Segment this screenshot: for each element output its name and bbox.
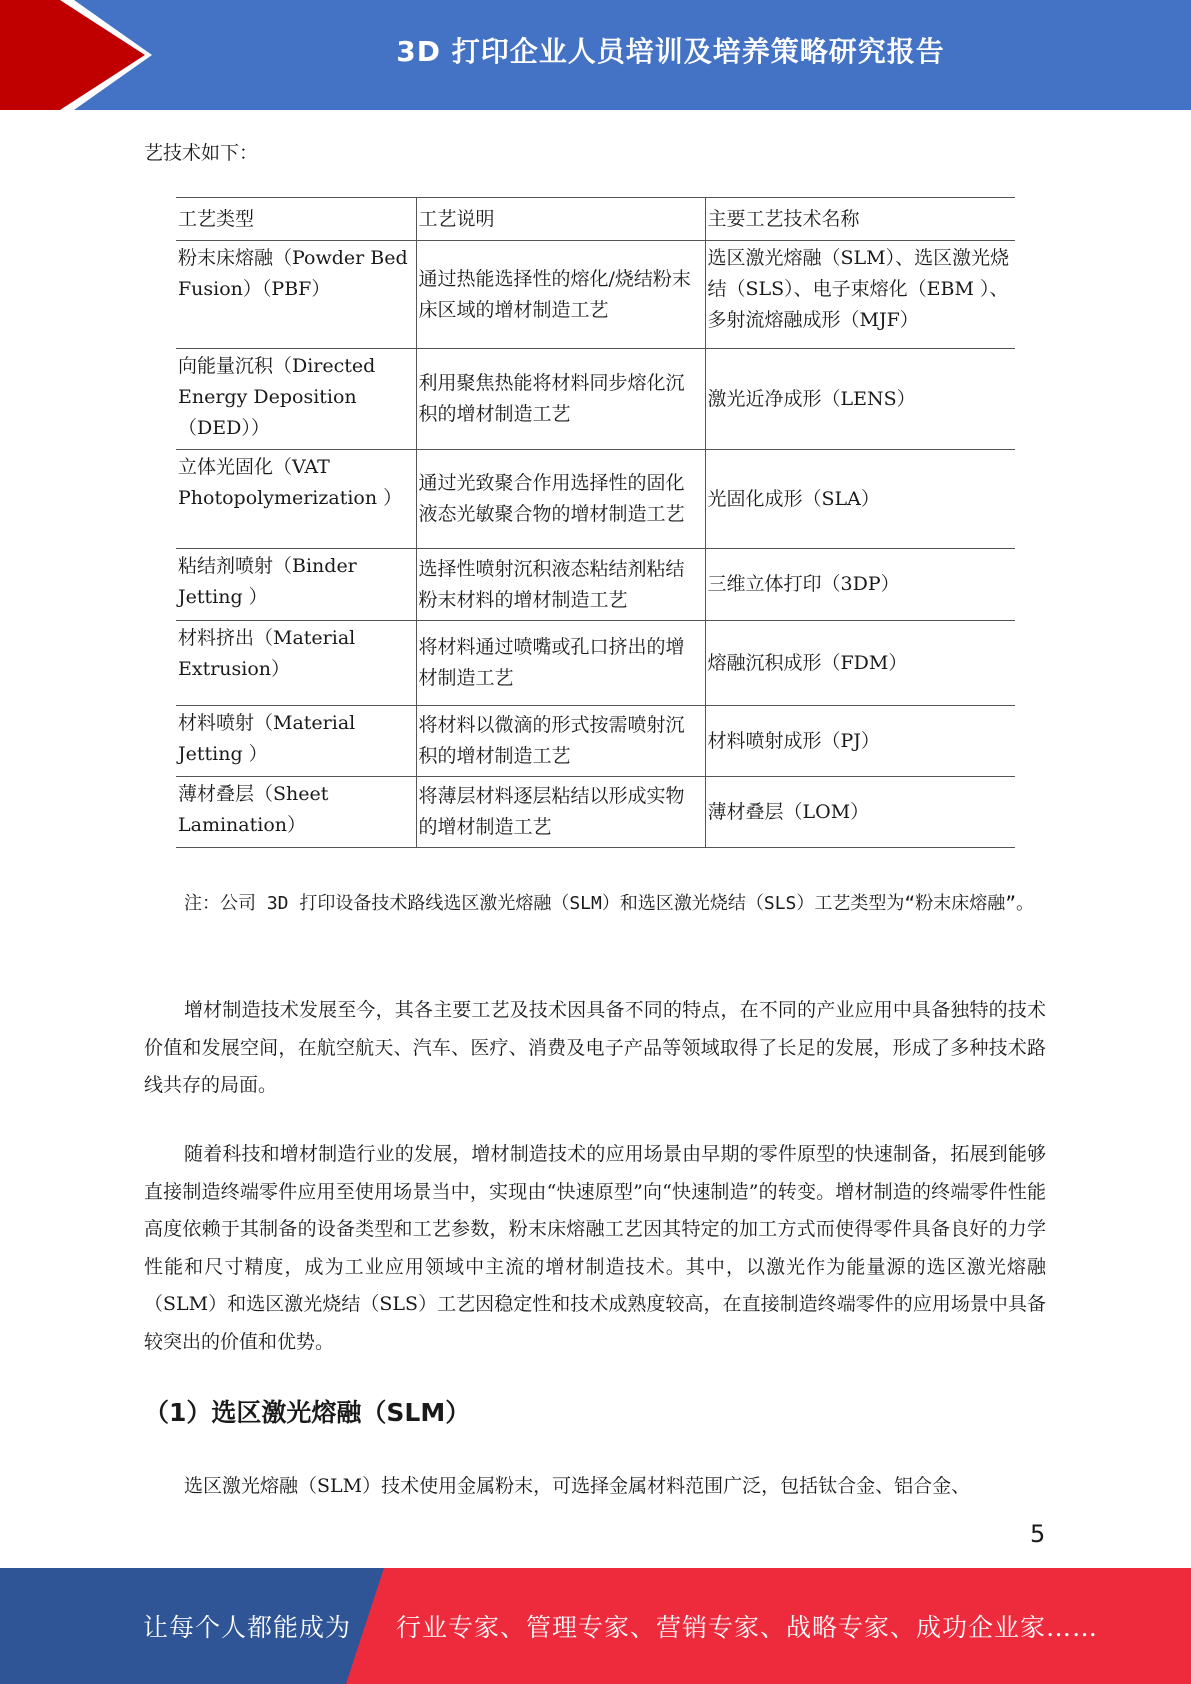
process-table [176, 197, 1015, 848]
process-desc-cell: 选择性喷射沉积液态粘结剂粘结粉末材料的增材制造工艺 [416, 549, 705, 621]
table-row [176, 241, 1015, 349]
table-row [176, 777, 1015, 848]
process-tech-cell: 选区激光熔融（SLM）、选区激光烧结（SLS）、电子束熔化（EBM ）、多射流熔融成形（MJF） [707, 247, 1010, 331]
table-row [176, 706, 1015, 777]
footer-slogan-right: 行业专家、管理专家、营销专家、战略专家、成功企业家…… [396, 1613, 1099, 1642]
body-paragraph: 随着科技和增材制造行业的发展，增材制造技术的应用场景由早期的零件原型的快速制备，拓展到能够直接制造终端零件应用至使用场景当中，实现由“快速原型”向“快速制造”的转变。增材制造的终端零件性能高度依赖于其制备的设备类型和工艺参数，粉末床熔融工艺因其特定的加工方式而使得零件具备良好的力学性能和尺寸精度，成为工业应用领域中主流的增材制造技术。其中，以激光作为能量源的选区激光熔融（SLM）和选区激光烧结（SLS）工艺因稳定性和技术成熟度较高，在直接制造终端零件的应用场景中具备较突出的价值和优势。 [144, 1143, 1046, 1353]
table-row [176, 349, 1015, 450]
process-type-cell: 粉末床熔融（Powder Bed Fusion）（PBF） [176, 241, 416, 349]
process-type-cell: 粘结剂喷射（Binder Jetting ） [176, 549, 416, 621]
process-type-cell: 材料挤出（Material Extrusion） [176, 621, 416, 706]
page-footer [0, 1568, 1191, 1684]
footer-slogan-left: 让每个人都能成为 [143, 1613, 352, 1642]
process-desc-cell: 通过热能选择性的熔化/烧结粉末床区域的增材制造工艺 [416, 241, 705, 349]
process-type-cell: 向能量沉积（Directed Energy Deposition （DED）） [176, 349, 416, 450]
process-type-cell: 薄材叠层（Sheet Lamination） [176, 777, 416, 848]
body-paragraph: 增材制造技术发展至今，其各主要工艺及技术因具备不同的特点，在不同的产业应用中具备独特的技术价值和发展空间，在航空航天、汽车、医疗、消费及电子产品等领域取得了长足的发展，形成了多种技术路线共存的局面。 [144, 999, 1046, 1096]
body-paragraph: 选区激光熔融（SLM）技术使用金属粉末，可选择金属材料范围广泛，包括钛合金、铝合金、 [184, 1475, 971, 1497]
process-tech-cell: 薄材叠层（LOM） [705, 777, 1015, 848]
process-type-cell: 立体光固化（VAT Photopolymerization ） [176, 450, 416, 549]
table-header-cell: 工艺说明 [416, 198, 705, 241]
process-tech-cell: 三维立体打印（3DP） [705, 549, 1015, 621]
table-note: 注：公司 3D 打印设备技术路线选区激光熔融（SLM）和选区激光烧结（SLS）工艺类型为“粉末床熔融”。 [184, 893, 1035, 914]
process-desc-cell: 将材料通过喷嘴或孔口挤出的增材制造工艺 [416, 621, 705, 706]
process-desc-cell: 通过光致聚合作用选择性的固化液态光敏聚合物的增材制造工艺 [416, 450, 705, 549]
process-tech-cell: 光固化成形（SLA） [705, 450, 1015, 549]
process-tech-cell: 熔融沉积成形（FDM） [705, 621, 1015, 706]
table-row [176, 549, 1015, 621]
table-header-cell: 主要工艺技术名称 [705, 198, 1015, 241]
process-desc-cell: 将材料以微滴的形式按需喷射沉积的增材制造工艺 [416, 706, 705, 777]
section-heading: （1）选区激光熔融（SLM） [144, 1398, 471, 1427]
process-tech-cell: 激光近净成形（LENS） [705, 349, 1015, 450]
process-desc-cell: 将薄层材料逐层粘结以形成实物的增材制造工艺 [416, 777, 705, 848]
page-number: 5 [1030, 1520, 1046, 1548]
report-title: 3D 打印企业人员培训及培养策略研究报告 [396, 35, 945, 68]
table-header-cell: 工艺类型 [176, 198, 416, 241]
header-arrow-decoration [0, 0, 160, 110]
process-tech-cell: 材料喷射成形（PJ） [705, 706, 1015, 777]
table-row [176, 450, 1015, 549]
table-header-row [176, 198, 1015, 241]
intro-text: 艺技术如下： [144, 142, 259, 164]
table-row [176, 621, 1015, 706]
process-desc-cell: 利用聚焦热能将材料同步熔化沉积的增材制造工艺 [416, 349, 705, 450]
process-type-cell: 材料喷射（Material Jetting ） [176, 706, 416, 777]
page-header [0, 0, 1191, 110]
